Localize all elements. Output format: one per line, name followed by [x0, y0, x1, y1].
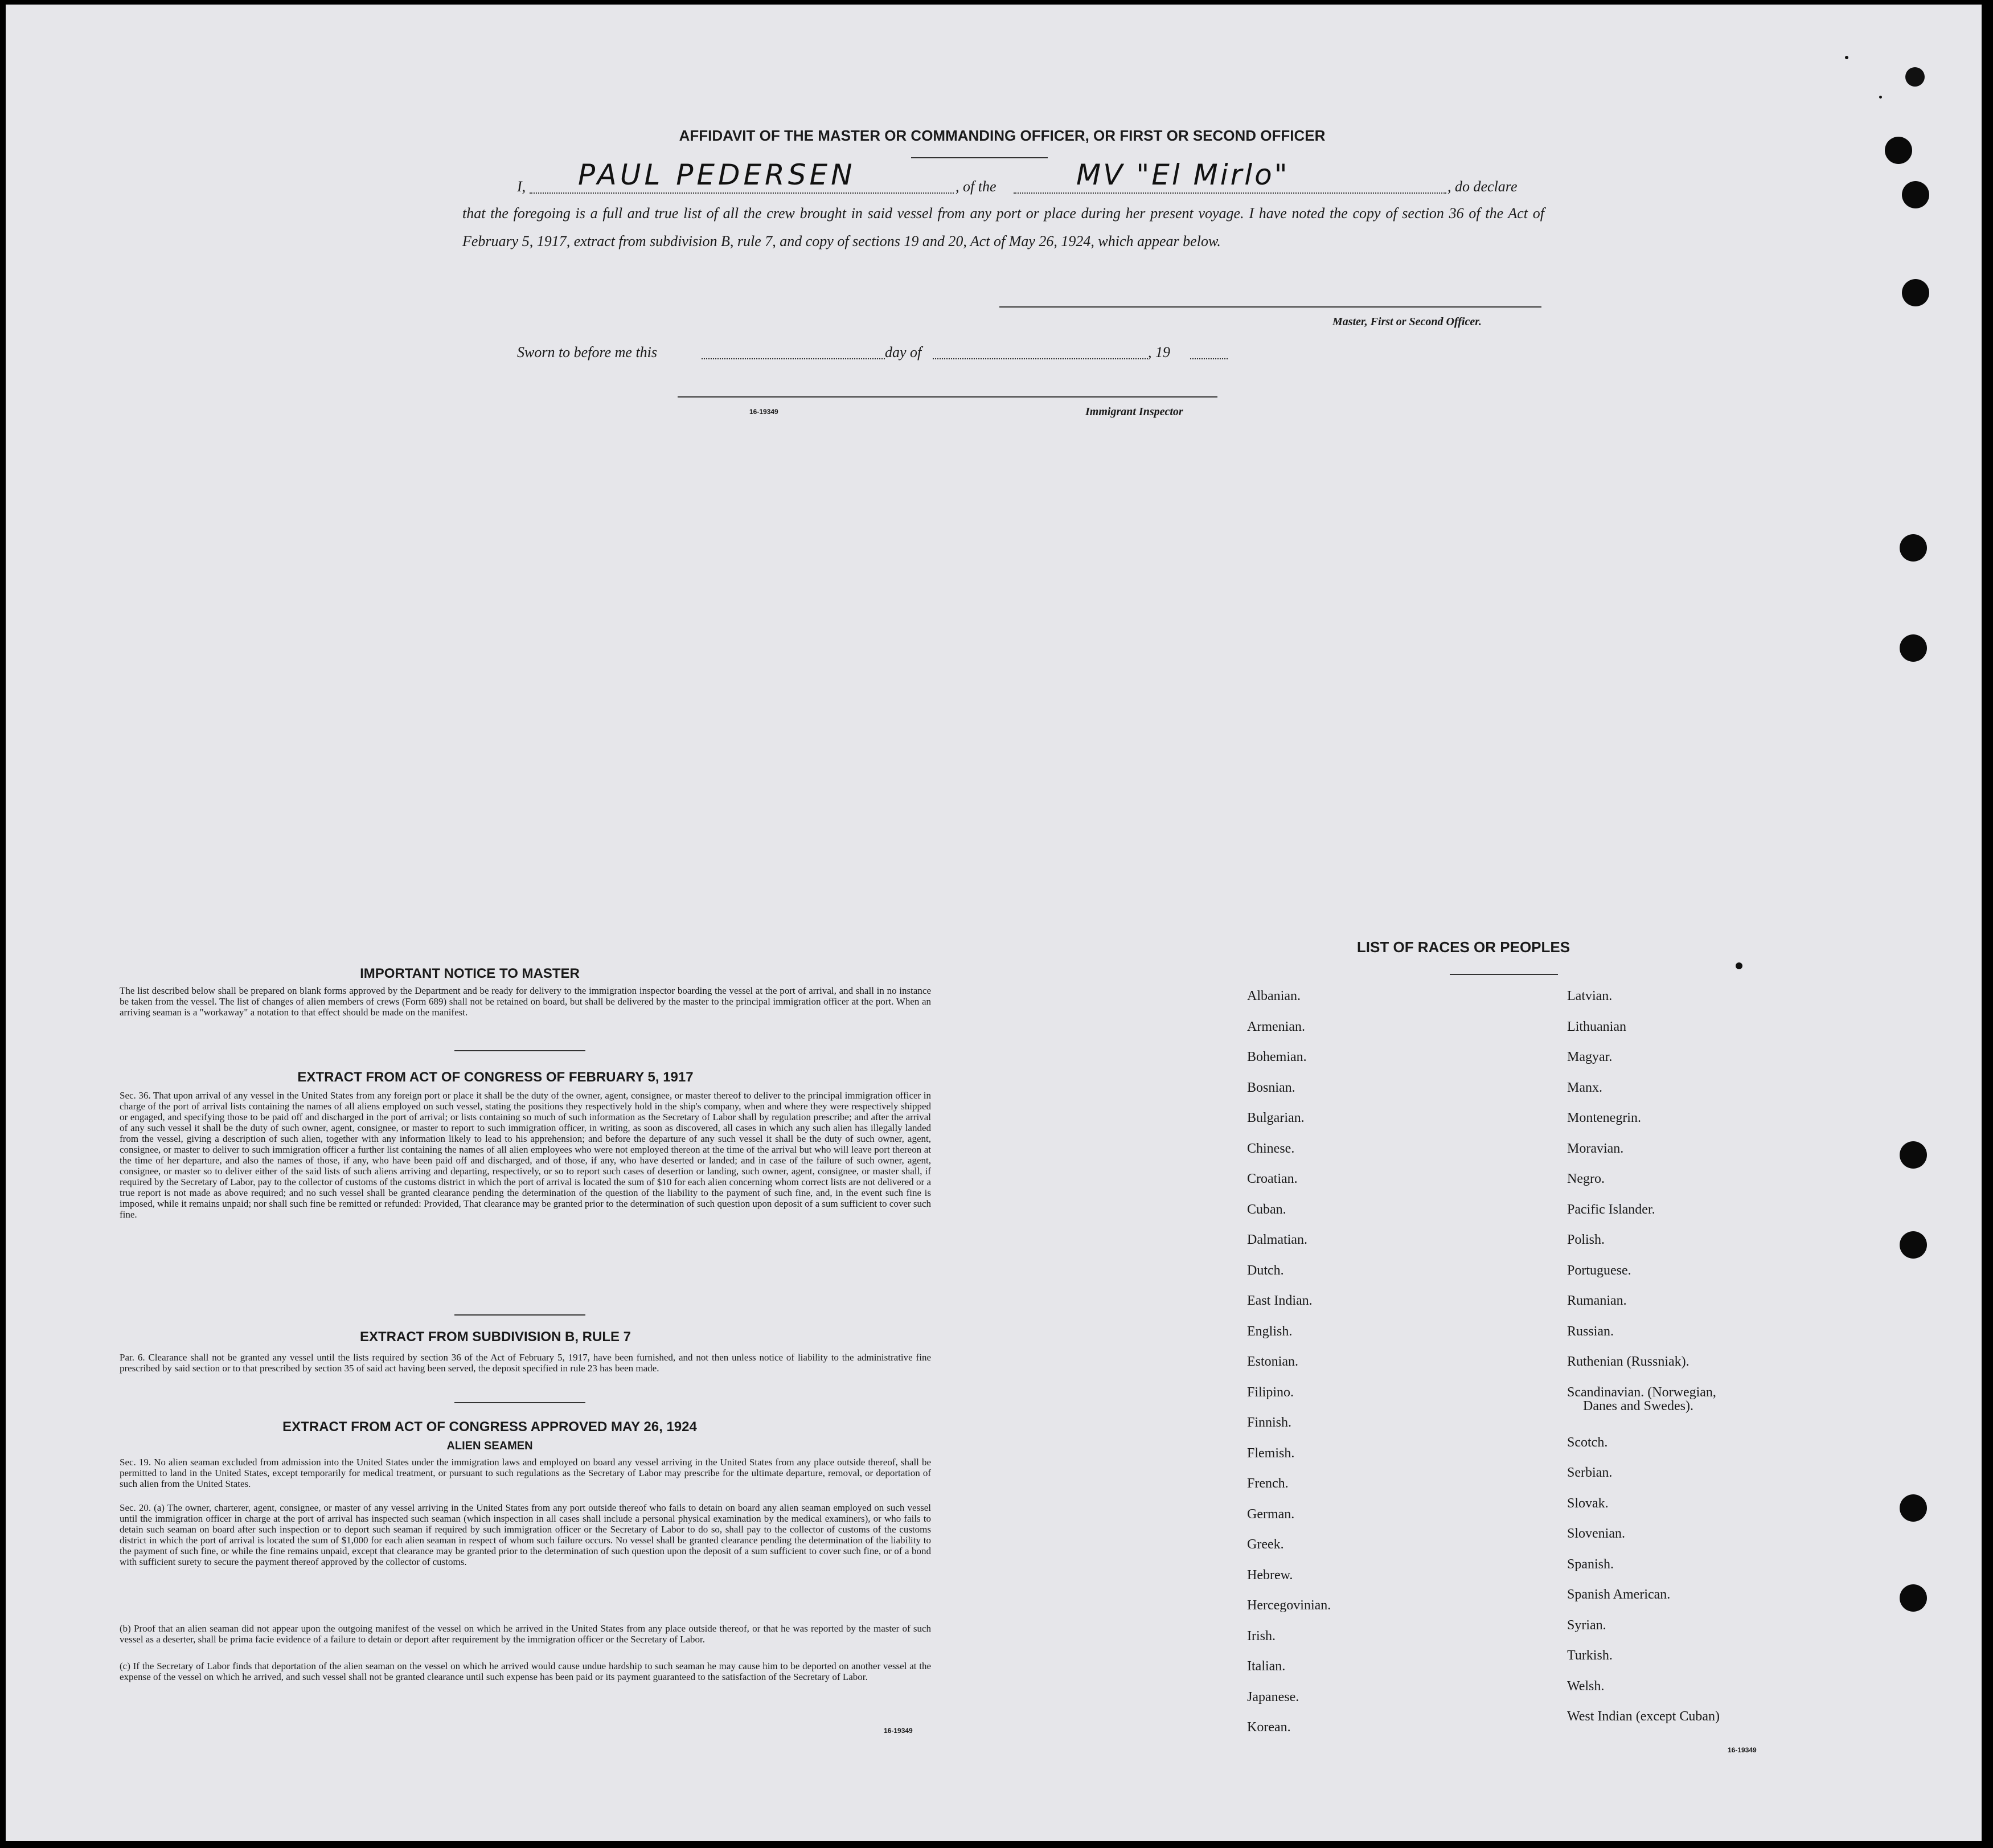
race-item: Manx.: [1567, 1080, 1602, 1095]
race-item: Danes and Swedes).: [1583, 1398, 1693, 1413]
race-item: German.: [1247, 1506, 1295, 1522]
inspector-caption: Immigrant Inspector: [1085, 405, 1183, 418]
sworn-year-label: , 19: [1148, 344, 1170, 360]
sec-20c-body: (c) If the Secretary of Labor finds that deportation of the alien seaman on the vessel on which he arrived would cause undue hardship to such seaman he may cause him to be deported on another vessel at the expense of the vessel on which he arrived, and such vessel shall not be granted clearance until such expense has been paid or its payment guaranteed to the satisfaction of the Secretary of Labor.: [120, 1661, 931, 1682]
race-item: Polish.: [1567, 1232, 1605, 1247]
extract-rule7-rule: [454, 1402, 585, 1403]
sworn-year-line[interactable]: [1190, 358, 1228, 359]
race-item: Spanish American.: [1567, 1587, 1671, 1602]
title-rule: [911, 157, 1048, 158]
race-item: Pacific Islander.: [1567, 1202, 1655, 1217]
do-declare-label: , do declare: [1447, 178, 1518, 195]
race-item: Welsh.: [1567, 1678, 1605, 1694]
affidavit-body: that the foregoing is a full and true list of all the crew brought in said vessel from any port or place during her present voyage. I have noted the copy of section 36 of the Act of February 5, 1917, extract from subdivision B, rule 7, and copy of sections 19 and 20, Act of May 26, 1924, which appear below.: [462, 205, 1544, 249]
sec-19-body: Sec. 19. No alien seaman excluded from admission into the United States under the immigration laws and employed on board any vessel arriving in the United States from any place outside thereof, shall be permitted to land in the United States, except temporarily for medical treatment, or pursuant to such regulations as the Secretary of Labor may prescribe for the ultimate departure, removal, or deportation of such alien from the United States.: [120, 1457, 931, 1489]
race-item: Cuban.: [1247, 1202, 1286, 1217]
race-item: Japanese.: [1247, 1689, 1299, 1704]
race-item: English.: [1247, 1323, 1293, 1339]
races-title-rule: [1450, 974, 1558, 975]
race-item: Slovenian.: [1567, 1526, 1625, 1541]
affidavit-title: AFFIDAVIT OF THE MASTER OR COMMANDING OFFICER, OR FIRST OR SECOND OFFICER: [679, 127, 1326, 144]
race-item: Moravian.: [1567, 1141, 1624, 1156]
punch-hole: [1900, 634, 1927, 662]
race-item: Greek.: [1247, 1537, 1284, 1552]
affidavit-form-number: 16-19349: [749, 408, 778, 416]
race-item: Korean.: [1247, 1720, 1291, 1735]
sec-20b-body: (b) Proof that an alien seaman did not appear upon the outgoing manifest of the vessel on which he arrived in the United States from any place outside thereof, or that he was reported by the master of such vessel as a deserter, shall be prima facie evidence of a failure to detain or deport after requirement by the immigration officer or the Secretary of Labor.: [120, 1623, 931, 1645]
race-item: Turkish.: [1567, 1648, 1613, 1663]
race-item: Croatian.: [1247, 1171, 1298, 1186]
race-item: Serbian.: [1567, 1465, 1613, 1480]
sworn-day-line[interactable]: [702, 358, 885, 359]
race-item: Dutch.: [1247, 1263, 1284, 1278]
vessel-line: [1014, 192, 1446, 194]
race-item: Flemish.: [1247, 1445, 1295, 1461]
notice-rule: [454, 1050, 585, 1051]
extract-1917-rule: [454, 1314, 585, 1316]
race-item: Syrian.: [1567, 1617, 1606, 1633]
name-line: [530, 192, 954, 194]
sec-20a-body: Sec. 20. (a) The owner, charterer, agent, consignee, or master of any vessel arriving in the United States from any port outside thereof who fails to detain on board any alien seaman employed on such vessel until the immigration officer in charge at the port of arrival has inspected such seaman (which inspection in all cases shall include a personal physical examination by the medical examiners), or who fails to detain such seaman on board after such inspection or to deport such seaman if required by such immigration officer or the Secretary of Labor to do so, shall pay to the collector of customs of the customs district in which the port of arrival is located the sum of $1,000 for each alien seaman in respect of whom such failure occurs. No vessel shall be granted clearance pending the determination of the liability to the payment of such fine, or while the fine remains unpaid, except that clearance may be granted prior to the determination of such question upon the deposit of a sum sufficient to cover such fine, or of a bond with sufficient surety to secure the payment thereof approved by the collector of customs.: [120, 1502, 931, 1567]
inspector-line[interactable]: [678, 396, 1217, 398]
race-item: Portuguese.: [1567, 1263, 1631, 1278]
race-item: Montenegrin.: [1567, 1111, 1641, 1125]
document-sheet: [6, 5, 1982, 1841]
sworn-month-line[interactable]: [933, 358, 1148, 359]
race-item: Albanian.: [1247, 989, 1301, 1003]
alien-seamen-subtitle: ALIEN SEAMEN: [446, 1440, 533, 1452]
punch-hole: [1900, 534, 1927, 562]
race-item: Estonian.: [1247, 1354, 1298, 1369]
race-item: West Indian (except Cuban): [1567, 1709, 1720, 1724]
extract-1924-title: EXTRACT FROM ACT OF CONGRESS APPROVED MAY 26, 1924: [282, 1419, 697, 1435]
race-item: Bosnian.: [1247, 1080, 1295, 1095]
notice-title: IMPORTANT NOTICE TO MASTER: [360, 966, 580, 981]
punch-hole: [1900, 1494, 1927, 1522]
race-item: Latvian.: [1567, 989, 1613, 1003]
race-item: Armenian.: [1247, 1019, 1305, 1034]
race-item: Slovak.: [1567, 1495, 1609, 1511]
race-item: Russian.: [1567, 1323, 1614, 1339]
speck: [1905, 67, 1925, 87]
affidavit-lead: I,: [517, 178, 526, 195]
race-item: Bohemian.: [1247, 1050, 1307, 1064]
punch-hole: [1885, 137, 1912, 164]
race-item: Chinese.: [1247, 1141, 1295, 1156]
race-item: Scotch.: [1567, 1435, 1608, 1450]
punch-hole: [1900, 1584, 1927, 1612]
race-item: Negro.: [1567, 1171, 1605, 1186]
sworn-day-label: day of: [885, 344, 922, 360]
sworn-prefix: Sworn to before me this: [517, 344, 658, 360]
race-item: Hercegovinian.: [1247, 1598, 1331, 1613]
of-the-label: , of the: [956, 178, 996, 195]
extract-form-number: 16-19349: [884, 1727, 913, 1735]
speck: [1845, 56, 1848, 59]
race-item: Rumanian.: [1567, 1293, 1627, 1308]
speck: [1736, 962, 1742, 969]
punch-hole: [1900, 1141, 1927, 1169]
race-item: Italian.: [1247, 1659, 1286, 1674]
extract-rule7-title: EXTRACT FROM SUBDIVISION B, RULE 7: [359, 1329, 631, 1345]
vessel-name-handwritten[interactable]: MV "El Mirlo": [1076, 158, 1290, 191]
race-item: Dalmatian.: [1247, 1232, 1307, 1247]
master-name-handwritten[interactable]: PAUL PEDERSEN: [578, 158, 856, 191]
extract-rule7-body: Par. 6. Clearance shall not be granted any vessel until the lists required by section 36 of the Act of February 5, 1917, have been furnished, and not then unless notice of liability to the administrative fine prescribed by said section or to that prescribed by section 35 of said act having been served, the deposit specified in rule 23 has been made.: [120, 1352, 931, 1374]
extract-1917-title: EXTRACT FROM ACT OF CONGRESS OF FEBRUARY 5, 1917: [297, 1070, 694, 1085]
punch-hole: [1900, 1231, 1927, 1259]
race-item: Lithuanian: [1567, 1019, 1626, 1034]
race-item: East Indian.: [1247, 1293, 1313, 1308]
race-item: Irish.: [1247, 1628, 1276, 1644]
race-item: Filipino.: [1247, 1384, 1294, 1400]
race-item: Magyar.: [1567, 1050, 1613, 1064]
extract-1917-body: Sec. 36. That upon arrival of any vessel in the United States from any foreign port or place it shall be the duty of the owner, agent, consignee, or master thereof to deliver to the principal immigration officer in charge of the port of arrival lists containing the names of all aliens employed on such vessel, stating the positions they respectively hold in the ship's company, when and where they were respectively shipped or engaged, and specifying those to be paid off and discharged in the port of arrival; or lists containing so much of such information as the Secretary of Labor shall by regulation prescribe; and after the arrival of any such vessel it shall be the duty of such owner, agent, consignee, or master to report to such immigration officer, in writing, as soon as discovered, all cases in which any such alien has illegally landed from the vessel, giving a description of such alien, together with any information likely to lead to his apprehension; and before the departure of any such vessel it shall be the duty of such owner, agent, consignee, or master to deliver to such immigration officer a further list containing the names of all alien employees who were not employed thereon at the time of the arrival but who will leave port thereon at the time of her departure, and also the names of those, if any, who have been paid off and discharged, and of those, if any, who have deserted or landed; and in case of the failure of such owner, agent, consignee, or master so to deliver either of the said lists of such aliens arriving and departing, respectively, or so to report such cases of desertion or landing, such owner, agent, consignee, or master shall, if required by the Secretary of Labor, pay to the collector of customs of the customs district in which the port of arrival is located the sum of $10 for each alien concerning whom correct lists are not delivered or a true report is not made as above required; and no such vessel shall be granted clearance pending the determination of the question of the liability to the payment of such fine, and, in the event such fine is imposed, while it remains unpaid; nor shall such fine be remitted or refunded: Provided, That clearance may be granted prior to the determination of such question upon deposit of a sum sufficient to cover such fine.: [120, 1090, 931, 1220]
races-form-number: 16-19349: [1728, 1746, 1757, 1754]
race-item: Ruthenian (Russniak).: [1567, 1354, 1689, 1369]
races-title: LIST OF RACES OR PEOPLES: [1356, 939, 1570, 956]
race-item: Scandinavian. (Norwegian,: [1567, 1384, 1716, 1400]
punch-hole: [1902, 279, 1929, 306]
race-item: Spanish.: [1567, 1556, 1614, 1572]
race-item: Finnish.: [1247, 1415, 1292, 1430]
race-item: French.: [1247, 1476, 1289, 1491]
race-item: Hebrew.: [1247, 1567, 1293, 1583]
speck: [1879, 96, 1882, 99]
race-item: Bulgarian.: [1247, 1111, 1305, 1125]
notice-body: The list described below shall be prepared on blank forms approved by the Department and be ready for delivery to the immigration inspector boarding the vessel at the port of arrival, and shall in no instance be taken from the vessel. The list of changes of alien members of crews (Form 689) shall not be retained on board, but shall be delivered by the master to the principal immigration officer at the port. When an arriving seaman is a "workaway" a notation to that effect should be made on the manifest.: [120, 985, 931, 1018]
signature-caption: Master, First or Second Officer.: [1332, 315, 1482, 328]
punch-hole: [1902, 181, 1929, 208]
signature-line[interactable]: [999, 306, 1541, 308]
